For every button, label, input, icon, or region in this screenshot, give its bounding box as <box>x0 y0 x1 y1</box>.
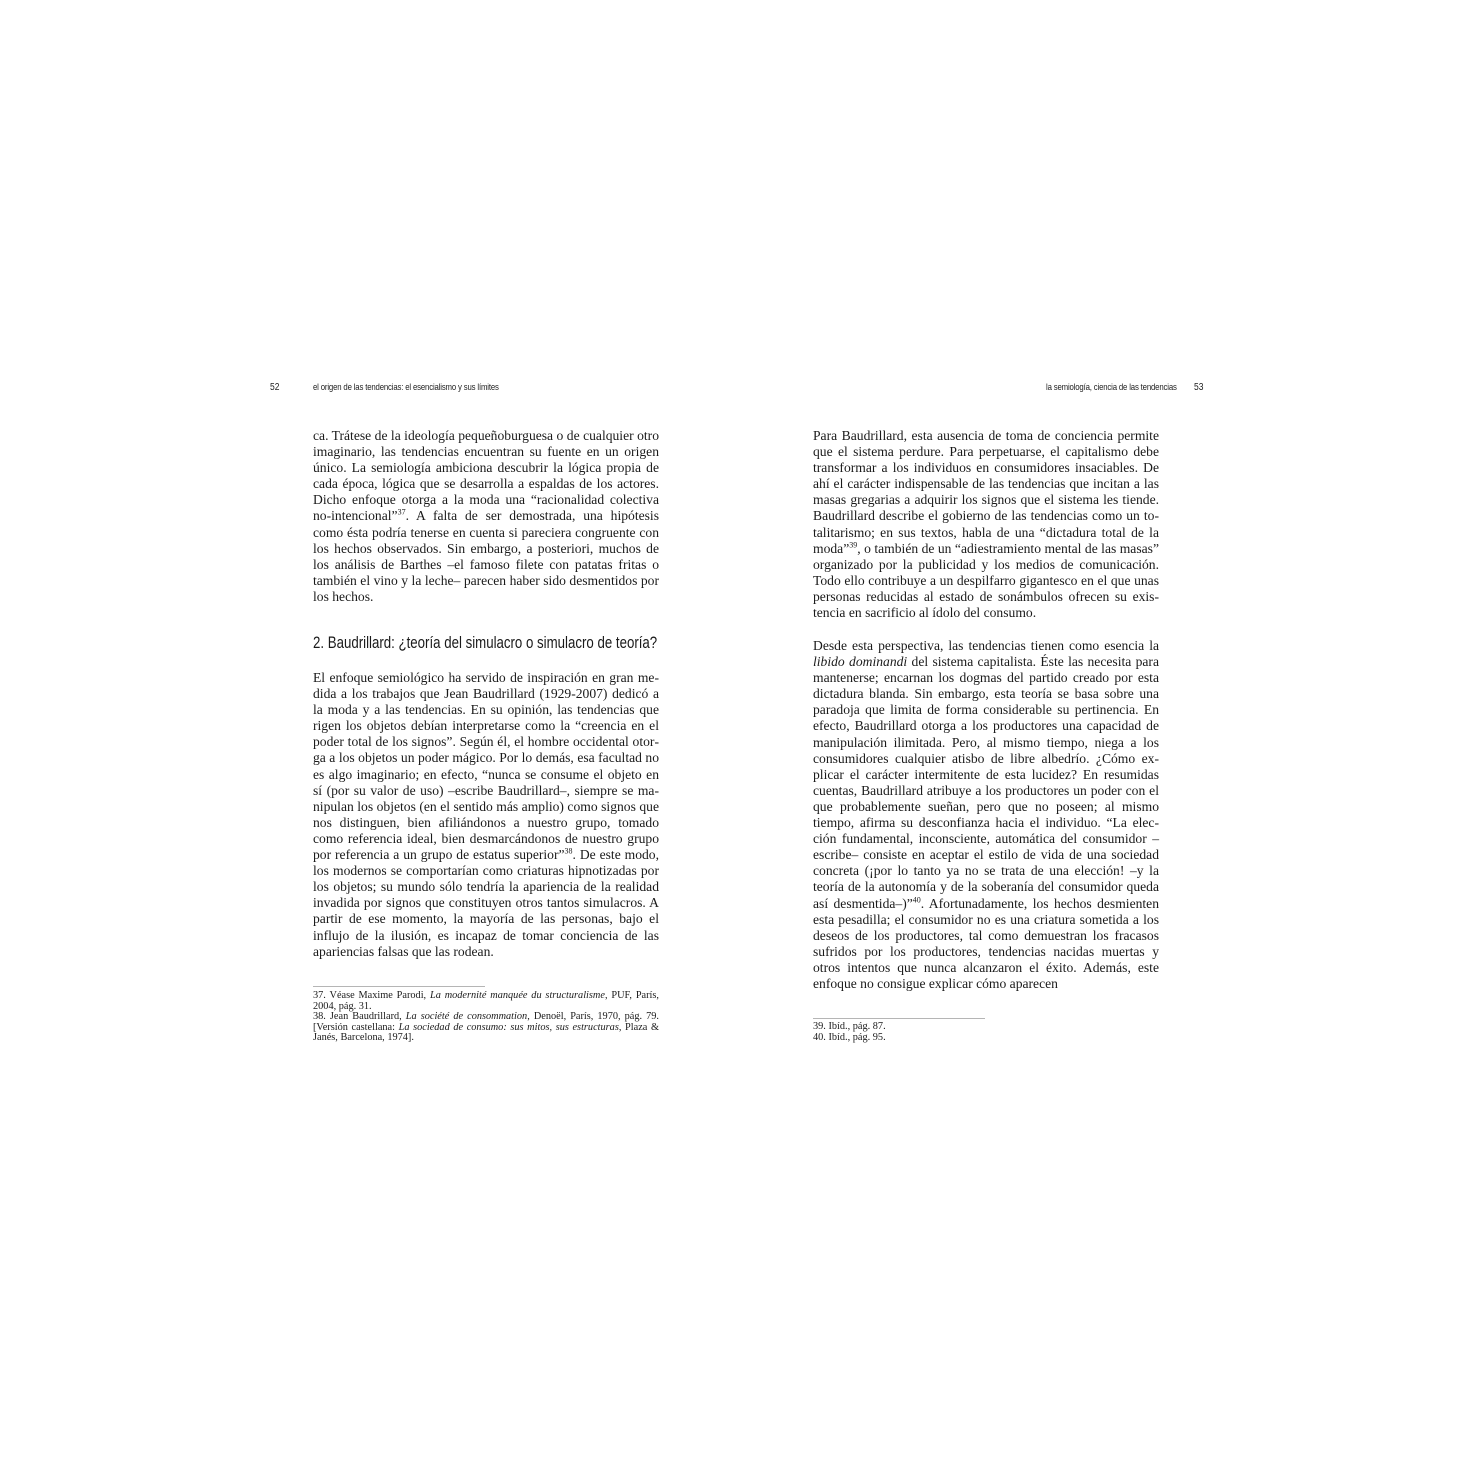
footnote-rule <box>813 1018 985 1019</box>
body-text-block <box>813 428 1159 621</box>
footnote-ref: 37 <box>397 507 406 517</box>
body-paragraph: Desde esta perspectiva, las tendencias tienen como esencia la libido dominandi del sistema capitalista. Éste las necesita para mantenerse; encarnan los dogmas del partido creado por esta dictadura blanda. Sin embargo, esta teoría se basa sobre una paradoja que limita de forma considerable su pertinencia. En efecto, Baudrillard otorga a los productores una capacidad de manipulación ilimitada. Pero, al mismo tiempo, niega a los consumidores cualquier atisbo de libre albedrío. ¿Cómo explicar el carácter intermitente de esta lucidez? En resumidas cuentas, Baudrillard atribuye a los productores un poder con el que probablemente sueñan, pero que no poseen; al mismo tiempo, afirma su desconfianza hacia el individuo. “La elección fundamental, inconsciente, automática del consumidor –escribe– consiste en aceptar el estilo de vida de una sociedad concreta (¡por lo tanto ya no se trata de una elección! –y la teoría de la autonomía y de la soberanía del consumidor queda así desmentida–)”$^{40}$. Afortunadamente, los hechos desmienten esta pesadilla; el consumidor no es una criatura sometida a los deseos de los productores, tal como demuestran los fracasos sufridos por los productores, tendencias nacidas muertas y otros intentos que nunca alcanzaron el éxito. Además, este enfoque no consigue explicar cómo aparecen <box>813 638 1160 991</box>
right-page <box>736 0 1472 1472</box>
footnote-ref: 38 <box>564 846 573 856</box>
page-number: 52 <box>270 382 280 393</box>
body-text-block <box>313 428 659 605</box>
footnote: 39. Ibíd., pág. 87. <box>813 1021 886 1032</box>
running-head: el origen de las tendencias: el esencialismo y sus límites <box>313 382 499 393</box>
footnote-ref: 40 <box>912 894 921 904</box>
footnote-rule <box>313 986 485 987</box>
footnote-ref: 39 <box>849 540 858 550</box>
footnote: 37. Véase Maxime Parodi, La modernité manquée du structuralisme, PUF, París, 2004, pág. 31. <box>313 990 659 1012</box>
footnote: 40. Ibíd., pág. 95. <box>813 1031 886 1043</box>
running-head: la semiología, ciencia de las tendencias <box>1046 382 1177 393</box>
footnotes <box>813 1022 1159 1043</box>
italic-term: libido dominandi <box>813 654 908 670</box>
footnotes <box>313 991 659 1044</box>
body-text-block <box>813 638 1159 992</box>
page-number: 53 <box>1194 382 1204 393</box>
body-paragraph: ca. Trátese de la ideología pequeñoburguesa o de cualquier otro imaginario, las tendencias encuentran su fuente en un origen único. La semiología ambiciona descubrir la lógica propia de cada época, lógica que se desarrolla a espaldas de los actores. Dicho enfoque otorga a la moda una “racionalidad colectiva no-intencional”$^{37}$. A falta de ser demostrada, una hipótesis como ésta podría tenerse en cuenta si pareciera congruente con los hechos observados. Sin embargo, a posteriori, muchos de los análisis de Barthes –el famoso filete con patatas fritas o también el vino y la leche– parecen haber sido desmentidos por los hechos. <box>313 428 659 604</box>
body-text-block <box>313 670 659 960</box>
body-paragraph: Para Baudrillard, esta ausencia de toma de conciencia permite que el sistema perdure. Para perpetuarse, el capitalismo debe transformar a los individuos en consumidores insaciables. De ahí el carácter indispensable de las tendencias que incitan a las masas gregarias a adquirir los signos que el sistema les tiende. Baudrillard describe el gobierno de las tendencias como un totalitarismo; en sus textos, habla de una “dictadura total de la moda”$^{39}$, o también de un “adiestramiento mental de las masas” organizado por la publicidad y los medios de comunicación. Todo ello contribuye a un despilfarro gigantesco en el que unas personas reducidas al estado de sonámbulos ofrecen su existencia en sacrificio al ídolo del consumo. <box>813 428 1159 621</box>
section-heading: 2. Baudrillard: ¿teoría del simulacro o simulacro de teoría? <box>313 633 658 652</box>
footnote: 38. Jean Baudrillard, La société de consommation, Denoël, París, 1970, pág. 79. [Versión castellana: La sociedad de consumo: sus mitos, sus estructuras, Plaza & Janés, Barcelona, 1974]. <box>313 1011 659 1043</box>
body-paragraph: El enfoque semiológico ha servido de inspiración en gran medida a los trabajos que Jean Baudrillard (1929-2007) dedicó a la moda y a las tendencias. En su opinión, las tendencias que rigen los objetos debían interpretarse como la “creencia en el poder total de los signos”. Según él, el hombre occidental otorga a los objetos un poder mágico. Por lo demás, esa facultad no es algo imaginario; en efecto, “nunca se consume el objeto en sí (por su valor de uso) –escribe Baudrillard–, siempre se manipulan los objetos (en el sentido más amplio) como signos que nos distinguen, bien afiliándonos a nuestro grupo, tomado como referencia ideal, bien desmarcándonos de nuestro grupo por referencia a un grupo de estatus superior”$^{38}$. De este modo, los modernos se comportarían como criaturas hipnotizadas por los objetos; su mundo sólo tendría la apariencia de la realidad invadida por signos que constituyen otros tantos simulacros. A partir de ese momento, la mayoría de las personas, bajo el influjo de la ilusión, es incapaz de tomar conciencia de las apariencias falsas que las rodean. <box>313 670 659 959</box>
